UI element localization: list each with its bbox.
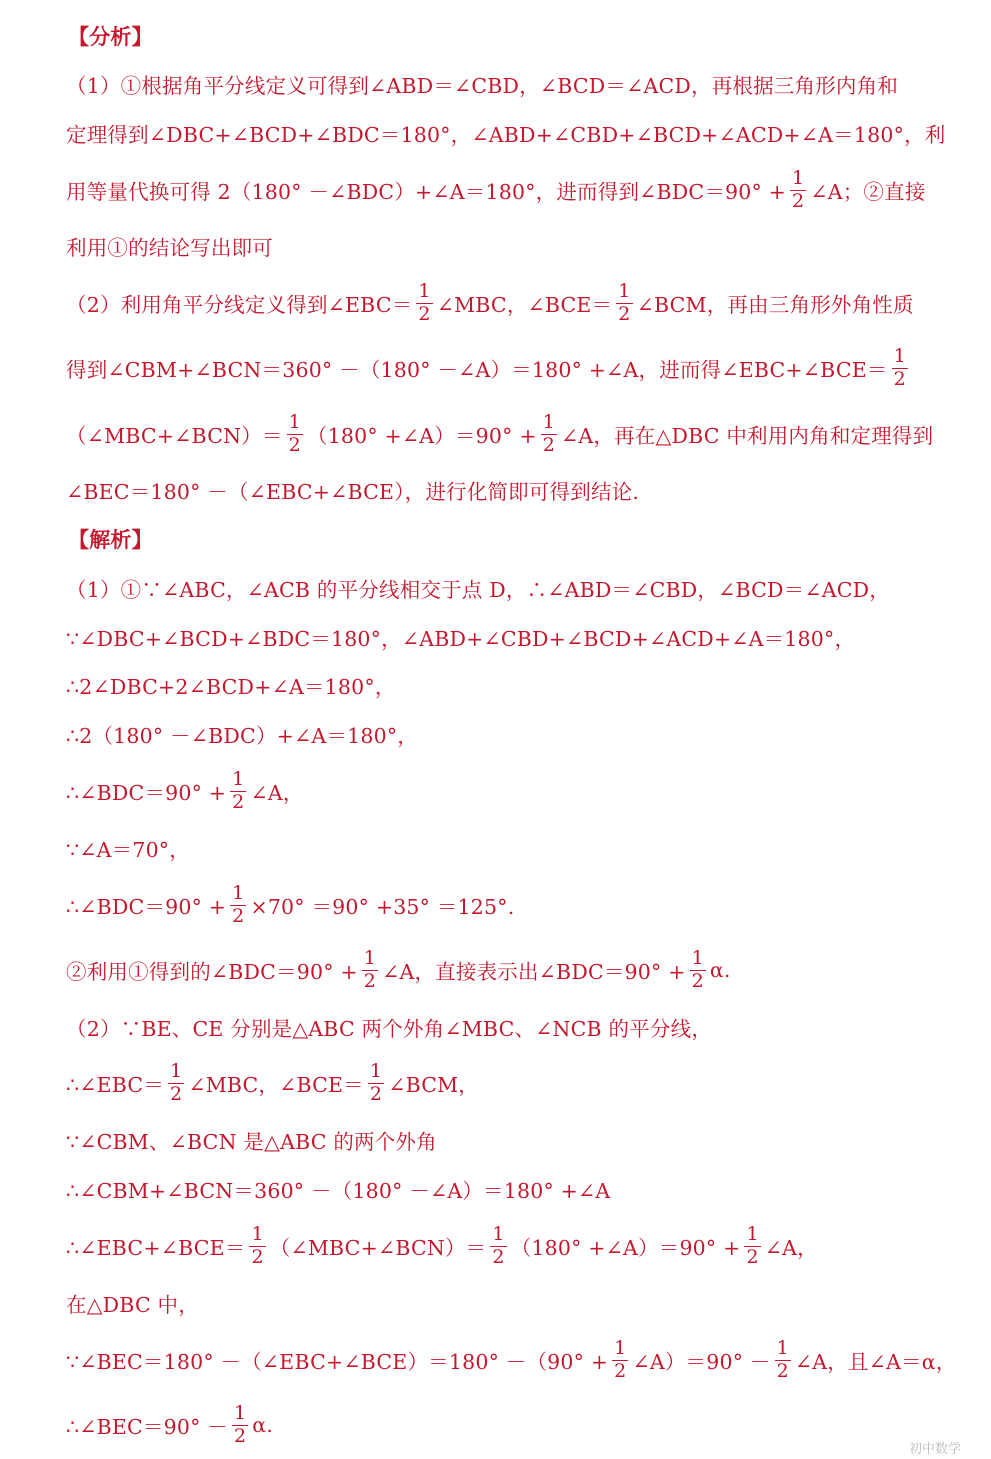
solution-heading: 【解析】 bbox=[68, 527, 153, 552]
text-segment: ∴∠BEC＝90° － bbox=[66, 1415, 228, 1439]
text-segment: 定理得到∠DBC+∠BCD+∠BDC＝180°，∠ABD+∠CBD+∠BCD+∠ACD+∠A＝180°，利 bbox=[66, 123, 946, 147]
fraction-denominator: 2 bbox=[251, 1245, 264, 1268]
fraction-numerator: 1 bbox=[614, 1336, 627, 1359]
text-segment: ∠A，再在△DBC 中利用内角和定理得到 bbox=[561, 424, 934, 448]
fraction bbox=[230, 769, 246, 814]
text-segment: ∠MBC，∠BCE＝ bbox=[188, 1073, 364, 1097]
text-segment: ∴∠BDC＝90° + bbox=[66, 895, 227, 919]
text-segment: （1）①根据角平分线定义可得到∠ABD＝∠CBD，∠BCD＝∠ACD，再根据三角形内角和 bbox=[66, 74, 899, 98]
fraction-denominator: 2 bbox=[792, 189, 805, 212]
text-segment: ∠A，且∠A＝α， bbox=[794, 1350, 957, 1374]
fraction-numerator: 1 bbox=[542, 410, 555, 433]
fraction-denominator: 2 bbox=[691, 969, 704, 992]
fraction-numerator: 1 bbox=[776, 1336, 789, 1359]
analysis-line bbox=[66, 162, 951, 218]
text-segment: ∵∠CBM、∠BCN 是△ABC 的两个外角 bbox=[66, 1130, 437, 1154]
solution-line bbox=[66, 877, 951, 933]
fraction-numerator: 1 bbox=[234, 1401, 247, 1424]
watermark: 初中数学 bbox=[908, 1442, 961, 1457]
fraction bbox=[790, 168, 806, 213]
analysis-line bbox=[66, 275, 951, 331]
text-segment: ②利用①得到的∠BDC＝90° + bbox=[66, 960, 358, 984]
analysis-line bbox=[66, 218, 951, 274]
text-segment: （1）①∵∠ABC，∠ACB 的平分线相交于点 D，∴∠ABD＝∠CBD，∠BCD＝∠ACD， bbox=[66, 578, 890, 602]
solution-line bbox=[66, 1055, 951, 1111]
text-segment: ∠A， bbox=[250, 781, 304, 805]
fraction bbox=[775, 1338, 791, 1383]
solution-line bbox=[66, 1332, 957, 1388]
fraction bbox=[490, 1224, 506, 1269]
solution-line bbox=[66, 999, 951, 1055]
fraction-numerator: 1 bbox=[232, 881, 245, 904]
fraction bbox=[287, 412, 303, 457]
fraction-denominator: 2 bbox=[369, 1082, 383, 1105]
text-segment: ∵∠DBC+∠BCD+∠BDC＝180°，∠ABD+∠CBD+∠BCD+∠ACD+∠A＝180°， bbox=[66, 627, 856, 651]
fraction bbox=[249, 1224, 265, 1269]
fraction bbox=[232, 1403, 248, 1448]
analysis-line bbox=[66, 462, 951, 518]
text-segment: （∠MBC+∠BCN）＝ bbox=[269, 1236, 487, 1260]
solution-line bbox=[66, 1112, 951, 1168]
analysis-line bbox=[66, 105, 951, 161]
solution-line bbox=[66, 560, 951, 616]
solution-line bbox=[66, 763, 951, 819]
fraction-numerator: 1 bbox=[232, 767, 245, 790]
text-segment: （2）∵BE、CE 分别是△ABC 两个外角∠MBC、∠NCB 的平分线， bbox=[66, 1017, 713, 1041]
fraction-numerator: 1 bbox=[170, 1059, 183, 1082]
fraction bbox=[168, 1061, 184, 1106]
text-segment: ∴2∠DBC+2∠BCD+∠A＝180°， bbox=[66, 675, 396, 699]
text-segment: （180° +∠A）＝90° + bbox=[510, 1236, 741, 1260]
text-segment: ∠A，直接表示出∠BDC＝90° + bbox=[382, 960, 686, 984]
solution-line bbox=[66, 1218, 951, 1274]
analysis-line bbox=[66, 340, 951, 396]
solution-line bbox=[66, 1161, 951, 1217]
text-segment: ∠BEC＝180° －（∠EBC+∠BCE），进行化简即可得到结论. bbox=[66, 480, 640, 504]
fraction bbox=[416, 281, 432, 326]
fraction bbox=[616, 281, 632, 326]
text-segment: ∵∠BEC＝180° －（∠EBC+∠BCE）＝180° －（90° + bbox=[66, 1350, 609, 1374]
text-segment: （∠MBC+∠BCN）＝ bbox=[66, 424, 283, 448]
fraction bbox=[230, 883, 246, 928]
fraction bbox=[690, 948, 706, 993]
text-segment: ∠A）＝90° － bbox=[632, 1350, 771, 1374]
text-segment: ∠A；②直接 bbox=[810, 180, 926, 204]
fraction bbox=[368, 1061, 384, 1106]
text-segment: ∠MBC，∠BCE＝ bbox=[436, 293, 613, 317]
text-segment: 利用①的结论写出即可 bbox=[66, 236, 273, 260]
fraction-numerator: 1 bbox=[363, 946, 377, 969]
fraction-denominator: 2 bbox=[492, 1245, 505, 1268]
fraction-numerator: 1 bbox=[746, 1222, 759, 1245]
solution-line bbox=[66, 1275, 951, 1331]
fraction bbox=[612, 1338, 628, 1383]
solution-line bbox=[66, 706, 951, 762]
solution-line bbox=[66, 820, 951, 876]
fraction bbox=[744, 1224, 760, 1269]
fraction-numerator: 1 bbox=[618, 279, 631, 302]
fraction-numerator: 1 bbox=[691, 946, 704, 969]
text-segment: ∴∠EBC＝ bbox=[66, 1073, 165, 1097]
fraction-denominator: 2 bbox=[776, 1359, 789, 1382]
text-segment: （2）利用角平分线定义得到∠EBC＝ bbox=[66, 293, 413, 317]
fraction-numerator: 1 bbox=[369, 1059, 383, 1082]
fraction-denominator: 2 bbox=[893, 367, 906, 390]
analysis-heading: 【分析】 bbox=[68, 24, 153, 49]
solution-line bbox=[66, 1397, 951, 1453]
solution-line bbox=[66, 657, 951, 713]
analysis-line bbox=[66, 406, 951, 462]
fraction-numerator: 1 bbox=[792, 166, 805, 189]
text-segment: ∠A， bbox=[764, 1236, 818, 1260]
text-segment: ∠BCM， bbox=[388, 1073, 479, 1097]
fraction-denominator: 2 bbox=[418, 302, 431, 325]
fraction bbox=[541, 412, 557, 457]
text-segment: ∠BCM，再由三角形外角性质 bbox=[636, 293, 914, 317]
solution-line bbox=[66, 942, 951, 998]
fraction-denominator: 2 bbox=[542, 433, 555, 456]
fraction-numerator: 1 bbox=[288, 410, 301, 433]
analysis-line bbox=[66, 56, 951, 112]
text-segment: 得到∠CBM+∠BCN＝360° －（180° －∠A）＝180° +∠A，进而得∠EBC+∠BCE＝ bbox=[66, 358, 888, 382]
fraction bbox=[362, 948, 378, 993]
fraction-denominator: 2 bbox=[288, 433, 301, 456]
fraction-numerator: 1 bbox=[251, 1222, 264, 1245]
text-segment: 用等量代换可得 2（180° －∠BDC）+∠A＝180°，进而得到∠BDC＝90° + bbox=[66, 180, 787, 204]
text-segment: （180° +∠A）＝90° + bbox=[306, 424, 537, 448]
fraction-denominator: 2 bbox=[746, 1245, 759, 1268]
fraction-denominator: 2 bbox=[234, 1424, 247, 1447]
fraction-denominator: 2 bbox=[618, 302, 631, 325]
text-segment: α. bbox=[709, 958, 731, 982]
text-segment: ∴∠CBM+∠BCN＝360° －（180° －∠A）＝180° +∠A bbox=[66, 1179, 611, 1203]
fraction-numerator: 1 bbox=[893, 344, 906, 367]
fraction-denominator: 2 bbox=[170, 1082, 183, 1105]
fraction-denominator: 2 bbox=[232, 904, 245, 927]
fraction-denominator: 2 bbox=[232, 790, 245, 813]
text-segment: 在△DBC 中， bbox=[66, 1293, 199, 1317]
text-segment: ×70° ＝90° +35° ＝125°. bbox=[250, 895, 515, 919]
text-segment: ∴2（180° －∠BDC）+∠A＝180°， bbox=[66, 724, 418, 748]
text-segment: ∵∠A＝70°， bbox=[66, 838, 190, 862]
fraction-numerator: 1 bbox=[418, 279, 431, 302]
fraction-denominator: 2 bbox=[614, 1359, 627, 1382]
fraction-denominator: 2 bbox=[363, 969, 377, 992]
text-segment: ∴∠EBC+∠BCE＝ bbox=[66, 1236, 246, 1260]
fraction bbox=[892, 346, 908, 391]
text-segment: ∴∠BDC＝90° + bbox=[66, 781, 227, 805]
fraction-numerator: 1 bbox=[492, 1222, 505, 1245]
text-segment: α. bbox=[252, 1413, 274, 1437]
